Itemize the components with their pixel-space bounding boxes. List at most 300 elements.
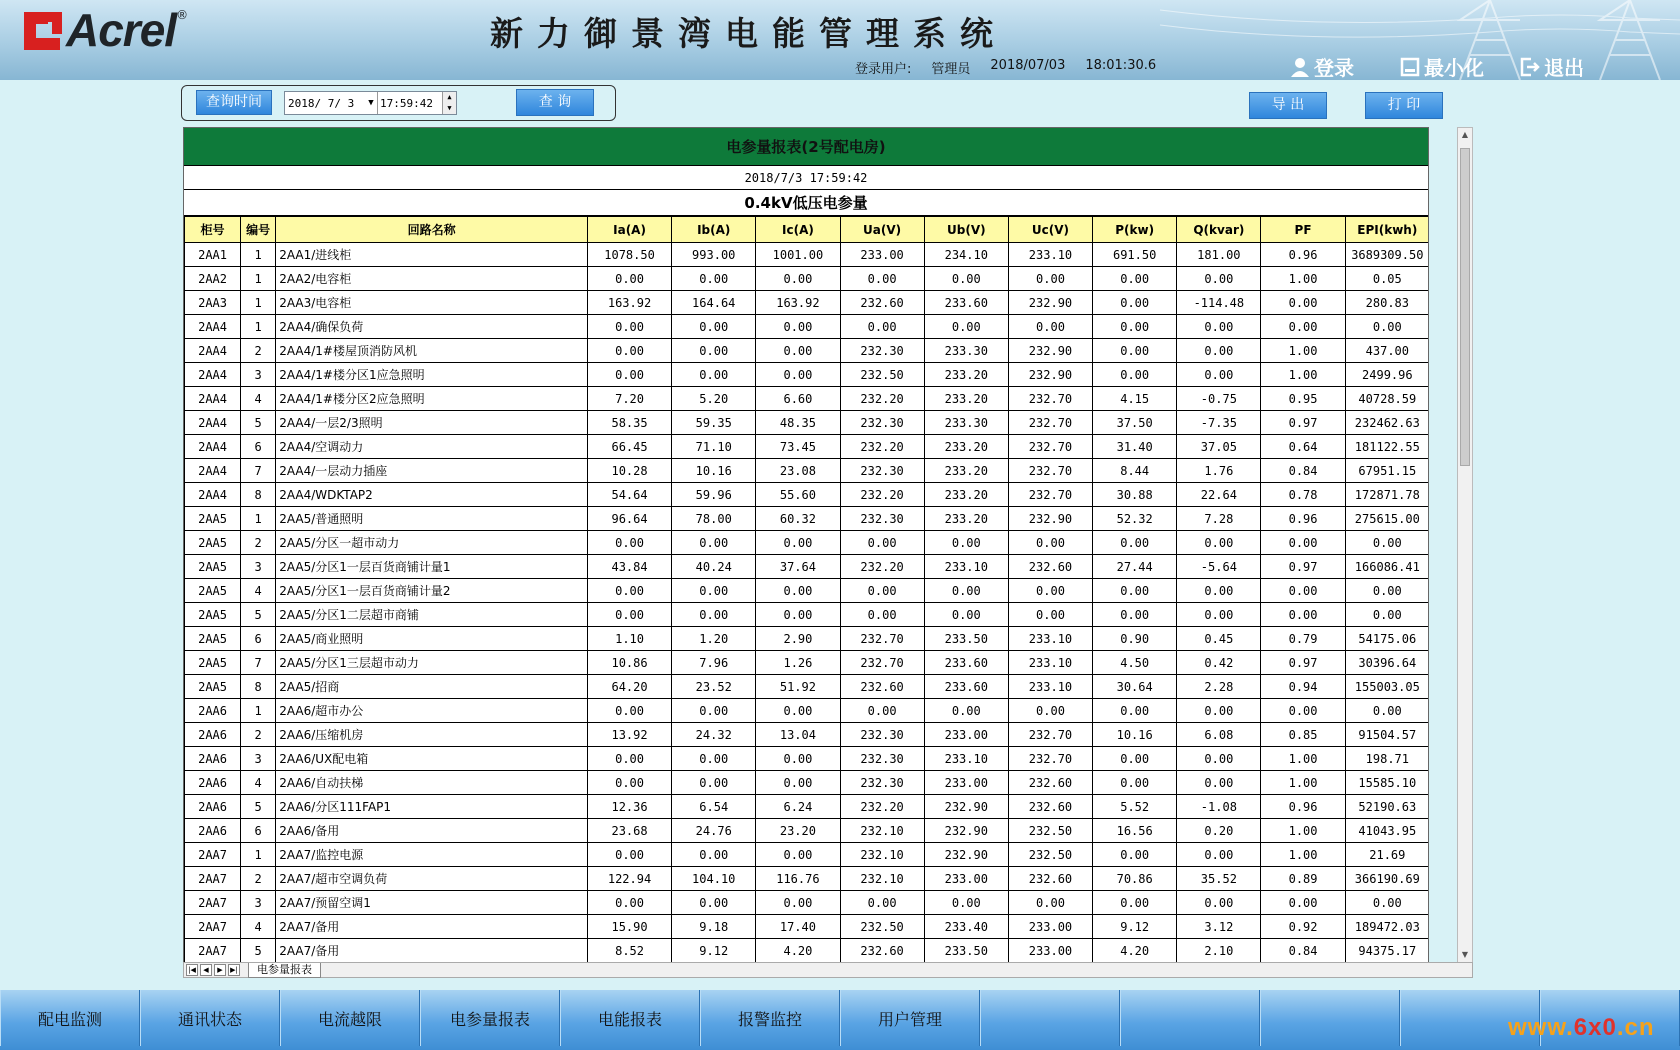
- table-cell: 1: [241, 699, 276, 723]
- table-cell: 232.90: [1008, 339, 1092, 363]
- nav-item[interactable]: [1120, 990, 1260, 1046]
- scroll-down-icon[interactable]: ▼: [1461, 950, 1469, 959]
- table-cell: 232.60: [1008, 867, 1092, 891]
- column-header: Uc(V): [1008, 217, 1092, 243]
- table-cell: 3: [241, 891, 276, 915]
- table-cell: 23.08: [756, 459, 840, 483]
- table-cell: 0.00: [1093, 339, 1177, 363]
- table-cell: 0.84: [1261, 459, 1345, 483]
- table-cell: 280.83: [1345, 291, 1429, 315]
- column-header: Ia(A): [587, 217, 671, 243]
- table-cell: 232.60: [1008, 555, 1092, 579]
- table-cell: 4.20: [756, 939, 840, 963]
- table-cell: 0.00: [1008, 579, 1092, 603]
- login-button-label: 登录: [1314, 56, 1354, 80]
- table-cell: 0.96: [1261, 507, 1345, 531]
- table-cell: 0.00: [1093, 315, 1177, 339]
- table-cell: 2AA4/1#楼屋顶消防风机: [276, 339, 588, 363]
- table-cell: 23.20: [756, 819, 840, 843]
- table-cell: 6.54: [672, 795, 756, 819]
- table-cell: 0.00: [1177, 339, 1261, 363]
- table-cell: 189472.03: [1345, 915, 1429, 939]
- table-cell: 232.30: [840, 771, 924, 795]
- table-cell: 8.52: [587, 939, 671, 963]
- table-cell: 233.60: [924, 291, 1008, 315]
- table-cell: 2AA5: [185, 579, 241, 603]
- table-cell: 2AA4: [185, 459, 241, 483]
- table-cell: 2AA7/备用: [276, 915, 588, 939]
- table-cell: 1.76: [1177, 459, 1261, 483]
- table-cell: 0.00: [1261, 291, 1345, 315]
- table-cell: 0.00: [756, 579, 840, 603]
- nav-item[interactable]: 通讯状态: [140, 990, 280, 1046]
- watermark-part-c: .cn: [1616, 1014, 1655, 1041]
- table-cell: 233.20: [924, 507, 1008, 531]
- table-cell: 5.52: [1093, 795, 1177, 819]
- table-cell: 366190.69: [1345, 867, 1429, 891]
- table-cell: 232.30: [840, 723, 924, 747]
- table-cell: 0.79: [1261, 627, 1345, 651]
- table-cell: 233.50: [924, 627, 1008, 651]
- table-cell: 1.00: [1261, 267, 1345, 291]
- table-cell: -114.48: [1177, 291, 1261, 315]
- table-cell: 2AA4/一层2/3照明: [276, 411, 588, 435]
- table-cell: 2AA7/预留空调1: [276, 891, 588, 915]
- table-cell: 0.00: [1345, 531, 1429, 555]
- table-cell: 0.00: [1093, 699, 1177, 723]
- login-button[interactable]: [1290, 52, 1354, 80]
- table-cell: 0.00: [840, 315, 924, 339]
- watermark-part-b: 6x0: [1573, 1014, 1617, 1041]
- last-sheet-icon[interactable]: ▶|: [228, 964, 240, 976]
- table-cell: 233.00: [840, 243, 924, 267]
- table-cell: 2AA6: [185, 747, 241, 771]
- report-title: 电参量报表(2号配电房): [184, 128, 1428, 166]
- table-row: [185, 267, 1430, 291]
- table-row: [185, 363, 1430, 387]
- table-cell: 233.20: [924, 363, 1008, 387]
- column-header: Ub(V): [924, 217, 1008, 243]
- table-cell: 0.00: [1177, 531, 1261, 555]
- table-row: [185, 387, 1430, 411]
- table-cell: 15.90: [587, 915, 671, 939]
- table-cell: 0.00: [1093, 843, 1177, 867]
- table-cell: 232.90: [924, 819, 1008, 843]
- table-cell: 5: [241, 411, 276, 435]
- table-cell: 232.20: [840, 795, 924, 819]
- nav-item[interactable]: 报警监控: [700, 990, 840, 1046]
- table-cell: 232.10: [840, 819, 924, 843]
- table-cell: 0.00: [672, 747, 756, 771]
- table-cell: 3.12: [1177, 915, 1261, 939]
- table-cell: 0.00: [587, 315, 671, 339]
- sheet-tab[interactable]: 电参量报表: [248, 963, 321, 978]
- first-sheet-icon[interactable]: |◀: [186, 964, 198, 976]
- table-cell: 52190.63: [1345, 795, 1429, 819]
- table-cell: 0.00: [756, 747, 840, 771]
- table-cell: 66.45: [587, 435, 671, 459]
- table-cell: 55.60: [756, 483, 840, 507]
- nav-item[interactable]: [980, 990, 1120, 1046]
- table-cell: 0.78: [1261, 483, 1345, 507]
- table-cell: 59.35: [672, 411, 756, 435]
- nav-item[interactable]: 配电监测: [0, 990, 140, 1046]
- table-cell: 232.10: [840, 867, 924, 891]
- table-cell: 0.00: [1345, 579, 1429, 603]
- table-cell: 6.60: [756, 387, 840, 411]
- table-cell: 23.52: [672, 675, 756, 699]
- table-cell: 2AA4/1#楼分区1应急照明: [276, 363, 588, 387]
- table-cell: 70.86: [1093, 867, 1177, 891]
- table-cell: 232.30: [840, 507, 924, 531]
- table-cell: 2AA7/监控电源: [276, 843, 588, 867]
- table-cell: 437.00: [1345, 339, 1429, 363]
- table-cell: 64.20: [587, 675, 671, 699]
- table-cell: 41043.95: [1345, 819, 1429, 843]
- table-cell: 2AA3: [185, 291, 241, 315]
- table-cell: 4.20: [1093, 939, 1177, 963]
- table-cell: 2499.96: [1345, 363, 1429, 387]
- table-cell: 232.30: [840, 459, 924, 483]
- table-cell: 0.00: [587, 531, 671, 555]
- watermark-part-a: www.: [1508, 1014, 1574, 1041]
- column-header: Ib(A): [672, 217, 756, 243]
- column-header: EPI(kwh): [1345, 217, 1429, 243]
- table-row: [185, 843, 1430, 867]
- vertical-scrollbar[interactable]: [1457, 127, 1473, 963]
- table-cell: 2AA6/备用: [276, 819, 588, 843]
- table-cell: 0.00: [1008, 267, 1092, 291]
- table-cell: 0.92: [1261, 915, 1345, 939]
- table-cell: 4: [241, 579, 276, 603]
- table-cell: 1.20: [672, 627, 756, 651]
- spin-up-icon[interactable]: ▲: [443, 92, 456, 103]
- table-cell: 2AA4/WDKTAP2: [276, 483, 588, 507]
- table-row: [185, 819, 1430, 843]
- table-cell: 2AA4/确保负荷: [276, 315, 588, 339]
- table-cell: 233.30: [924, 339, 1008, 363]
- table-cell: 0.00: [756, 843, 840, 867]
- table-cell: 4: [241, 771, 276, 795]
- table-cell: 0.00: [672, 315, 756, 339]
- table-cell: 6: [241, 819, 276, 843]
- table-cell: 2: [241, 339, 276, 363]
- nav-item[interactable]: 电流越限: [280, 990, 420, 1046]
- table-cell: 6.08: [1177, 723, 1261, 747]
- table-cell: 2AA6/UX配电箱: [276, 747, 588, 771]
- prev-sheet-icon[interactable]: ◀: [200, 964, 212, 976]
- table-cell: 0.00: [840, 267, 924, 291]
- column-header: 编号: [241, 217, 276, 243]
- logo-text: Acrel: [66, 4, 177, 56]
- table-cell: 232.10: [840, 843, 924, 867]
- nav-item[interactable]: 用户管理: [840, 990, 980, 1046]
- table-cell: 166086.41: [1345, 555, 1429, 579]
- table-cell: 0.00: [756, 699, 840, 723]
- table-cell: 0.00: [672, 531, 756, 555]
- table-cell: 0.00: [672, 771, 756, 795]
- table-cell: 104.10: [672, 867, 756, 891]
- table-cell: -1.08: [1177, 795, 1261, 819]
- table-cell: 60.32: [756, 507, 840, 531]
- table-cell: 2AA4: [185, 339, 241, 363]
- table-cell: 7: [241, 459, 276, 483]
- table-cell: 6: [241, 435, 276, 459]
- table-cell: 0.00: [1177, 579, 1261, 603]
- table-cell: 691.50: [1093, 243, 1177, 267]
- scroll-thumb[interactable]: [1460, 148, 1470, 466]
- table-cell: 0.00: [1261, 891, 1345, 915]
- app-header: [0, 0, 1680, 80]
- query-button[interactable]: 查 询: [516, 89, 594, 116]
- table-cell: 9.12: [672, 939, 756, 963]
- table-cell: 0.00: [1008, 699, 1092, 723]
- table-cell: 232.90: [1008, 291, 1092, 315]
- table-cell: 8.44: [1093, 459, 1177, 483]
- table-cell: 232.50: [1008, 819, 1092, 843]
- table-cell: 2AA4/一层动力插座: [276, 459, 588, 483]
- table-cell: 2AA5/招商: [276, 675, 588, 699]
- table-cell: 2AA2: [185, 267, 241, 291]
- table-cell: 1.10: [587, 627, 671, 651]
- table-cell: 0.00: [1261, 603, 1345, 627]
- table-cell: 0.00: [587, 747, 671, 771]
- table-cell: 0.00: [1177, 267, 1261, 291]
- table-cell: 30396.64: [1345, 651, 1429, 675]
- table-cell: 0.90: [1093, 627, 1177, 651]
- table-cell: 234.10: [924, 243, 1008, 267]
- table-cell: 2.90: [756, 627, 840, 651]
- table-cell: 0.00: [840, 699, 924, 723]
- table-cell: 232.70: [1008, 747, 1092, 771]
- table-cell: 1.00: [1261, 363, 1345, 387]
- exit-button[interactable]: [1520, 52, 1584, 80]
- table-cell: 1: [241, 267, 276, 291]
- table-row: [185, 699, 1430, 723]
- table-cell: 15585.10: [1345, 771, 1429, 795]
- table-cell: 1.00: [1261, 819, 1345, 843]
- table-cell: 0.00: [924, 315, 1008, 339]
- table-cell: 8: [241, 483, 276, 507]
- minimize-button-label: 最小化: [1424, 56, 1484, 80]
- table-cell: 163.92: [587, 291, 671, 315]
- table-cell: 0.00: [756, 267, 840, 291]
- table-cell: 2AA5: [185, 627, 241, 651]
- table-cell: 0.00: [924, 699, 1008, 723]
- column-header: Ua(V): [840, 217, 924, 243]
- table-cell: 0.94: [1261, 675, 1345, 699]
- table-cell: 8: [241, 675, 276, 699]
- table-cell: 2: [241, 867, 276, 891]
- table-cell: 233.00: [1008, 939, 1092, 963]
- table-cell: 4.15: [1093, 387, 1177, 411]
- table-cell: 10.16: [672, 459, 756, 483]
- table-cell: 0.00: [587, 843, 671, 867]
- minimize-button[interactable]: [1400, 52, 1484, 80]
- table-cell: 233.10: [924, 747, 1008, 771]
- table-cell: 0.00: [672, 843, 756, 867]
- table-cell: 2AA5/商业照明: [276, 627, 588, 651]
- table-row: [185, 915, 1430, 939]
- table-cell: 1.00: [1261, 339, 1345, 363]
- table-cell: 198.71: [1345, 747, 1429, 771]
- export-button[interactable]: 导 出: [1249, 92, 1327, 119]
- login-info: [855, 58, 1176, 77]
- acrel-logo: [22, 6, 188, 54]
- table-cell: 233.60: [924, 675, 1008, 699]
- table-cell: 4.50: [1093, 651, 1177, 675]
- table-cell: 1.26: [756, 651, 840, 675]
- table-cell: 73.45: [756, 435, 840, 459]
- table-cell: 0.00: [587, 267, 671, 291]
- table-cell: 233.20: [924, 459, 1008, 483]
- table-cell: 0.00: [1345, 315, 1429, 339]
- table-cell: 233.10: [1008, 651, 1092, 675]
- table-cell: 0.97: [1261, 555, 1345, 579]
- table-row: [185, 747, 1430, 771]
- table-cell: 67951.15: [1345, 459, 1429, 483]
- table-cell: 2AA7: [185, 915, 241, 939]
- table-cell: 0.00: [1177, 603, 1261, 627]
- table-cell: 54.64: [587, 483, 671, 507]
- sheet-tab-bar: [183, 962, 1473, 978]
- table-cell: 91504.57: [1345, 723, 1429, 747]
- table-cell: 1001.00: [756, 243, 840, 267]
- report-sheet: [183, 127, 1429, 963]
- time-spinner[interactable]: [442, 92, 456, 114]
- table-cell: 54175.06: [1345, 627, 1429, 651]
- table-cell: 2AA1/进线柜: [276, 243, 588, 267]
- table-cell: 2AA5/分区一超市动力: [276, 531, 588, 555]
- table-cell: 5: [241, 795, 276, 819]
- column-header: P(kw): [1093, 217, 1177, 243]
- table-cell: 2AA7: [185, 939, 241, 963]
- table-row: [185, 939, 1430, 963]
- table-cell: 233.20: [924, 483, 1008, 507]
- table-cell: 232.30: [840, 339, 924, 363]
- scroll-up-icon[interactable]: ▲: [1461, 130, 1469, 139]
- acrel-logo-icon: [22, 8, 64, 52]
- column-header: Ic(A): [756, 217, 840, 243]
- system-title: 新力御景湾电能管理系统: [490, 14, 1007, 53]
- table-cell: 3: [241, 555, 276, 579]
- table-cell: 232462.63: [1345, 411, 1429, 435]
- table-cell: 155003.05: [1345, 675, 1429, 699]
- table-cell: 0.00: [1093, 363, 1177, 387]
- table-cell: 0.00: [1093, 771, 1177, 795]
- table-cell: 2AA4/空调动力: [276, 435, 588, 459]
- table-cell: 2AA4: [185, 387, 241, 411]
- nav-item[interactable]: 电能报表: [560, 990, 700, 1046]
- table-cell: 0.95: [1261, 387, 1345, 411]
- table-cell: 17.40: [756, 915, 840, 939]
- table-cell: 0.00: [1008, 603, 1092, 627]
- table-cell: 233.00: [924, 723, 1008, 747]
- table-cell: 13.92: [587, 723, 671, 747]
- spin-down-icon[interactable]: ▼: [443, 103, 456, 114]
- table-cell: 233.20: [924, 387, 1008, 411]
- table-cell: 1: [241, 243, 276, 267]
- table-cell: 94375.17: [1345, 939, 1429, 963]
- bottom-nav: [0, 990, 1680, 1050]
- table-cell: 0.00: [587, 579, 671, 603]
- table-cell: 0.00: [672, 891, 756, 915]
- table-cell: 2AA4: [185, 315, 241, 339]
- date-field[interactable]: 2018/ 7/ 3: [288, 96, 355, 110]
- user-name: 管理员: [931, 62, 971, 77]
- table-cell: 37.50: [1093, 411, 1177, 435]
- next-sheet-icon[interactable]: ▶: [214, 964, 226, 976]
- table-cell: 275615.00: [1345, 507, 1429, 531]
- table-cell: 232.70: [1008, 459, 1092, 483]
- print-button[interactable]: 打 印: [1365, 92, 1443, 119]
- table-cell: 2AA7: [185, 867, 241, 891]
- table-cell: 2AA4: [185, 363, 241, 387]
- table-cell: 172871.78: [1345, 483, 1429, 507]
- table-cell: 232.70: [1008, 723, 1092, 747]
- table-cell: 233.00: [924, 771, 1008, 795]
- table-cell: 24.76: [672, 819, 756, 843]
- table-header-row: [185, 217, 1430, 243]
- nav-item[interactable]: 电参量报表: [420, 990, 560, 1046]
- table-cell: 2: [241, 531, 276, 555]
- table-cell: 27.44: [1093, 555, 1177, 579]
- table-cell: 232.90: [1008, 363, 1092, 387]
- table-row: [185, 291, 1430, 315]
- table-cell: 0.00: [1177, 891, 1261, 915]
- table-cell: 232.90: [924, 795, 1008, 819]
- table-cell: 1078.50: [587, 243, 671, 267]
- table-cell: 0.00: [1177, 771, 1261, 795]
- table-cell: 232.60: [840, 939, 924, 963]
- table-cell: 164.64: [672, 291, 756, 315]
- table-cell: 2AA5/分区1三层超市动力: [276, 651, 588, 675]
- chevron-down-icon[interactable]: ▼: [368, 98, 374, 108]
- table-cell: 0.00: [1093, 579, 1177, 603]
- time-field[interactable]: 17:59:42: [377, 92, 442, 114]
- table-cell: 2AA7: [185, 891, 241, 915]
- table-cell: 0.00: [756, 363, 840, 387]
- table-cell: 5: [241, 939, 276, 963]
- table-cell: 2AA1: [185, 243, 241, 267]
- table-cell: 1.00: [1261, 771, 1345, 795]
- table-cell: 233.50: [924, 939, 1008, 963]
- datetime-picker[interactable]: [284, 91, 457, 115]
- table-row: [185, 435, 1430, 459]
- nav-item[interactable]: [1260, 990, 1400, 1046]
- table-cell: 35.52: [1177, 867, 1261, 891]
- report-subtitle: 0.4kV低压电参量: [184, 190, 1428, 216]
- table-cell: 2AA6: [185, 819, 241, 843]
- table-cell: 2AA5/分区1一层百货商铺计量1: [276, 555, 588, 579]
- table-cell: 7.28: [1177, 507, 1261, 531]
- table-row: [185, 603, 1430, 627]
- table-cell: 37.64: [756, 555, 840, 579]
- query-time-label[interactable]: 查询时间: [196, 90, 272, 115]
- table-cell: 232.90: [1008, 507, 1092, 531]
- table-cell: 2AA4: [185, 411, 241, 435]
- table-cell: 232.20: [840, 387, 924, 411]
- table-cell: 0.00: [1345, 699, 1429, 723]
- table-cell: 0.00: [924, 267, 1008, 291]
- table-cell: 0.00: [1008, 315, 1092, 339]
- table-cell: 1: [241, 291, 276, 315]
- table-cell: 0.00: [924, 531, 1008, 555]
- table-cell: 4: [241, 915, 276, 939]
- table-cell: 1: [241, 315, 276, 339]
- table-cell: 163.92: [756, 291, 840, 315]
- table-cell: 1.00: [1261, 843, 1345, 867]
